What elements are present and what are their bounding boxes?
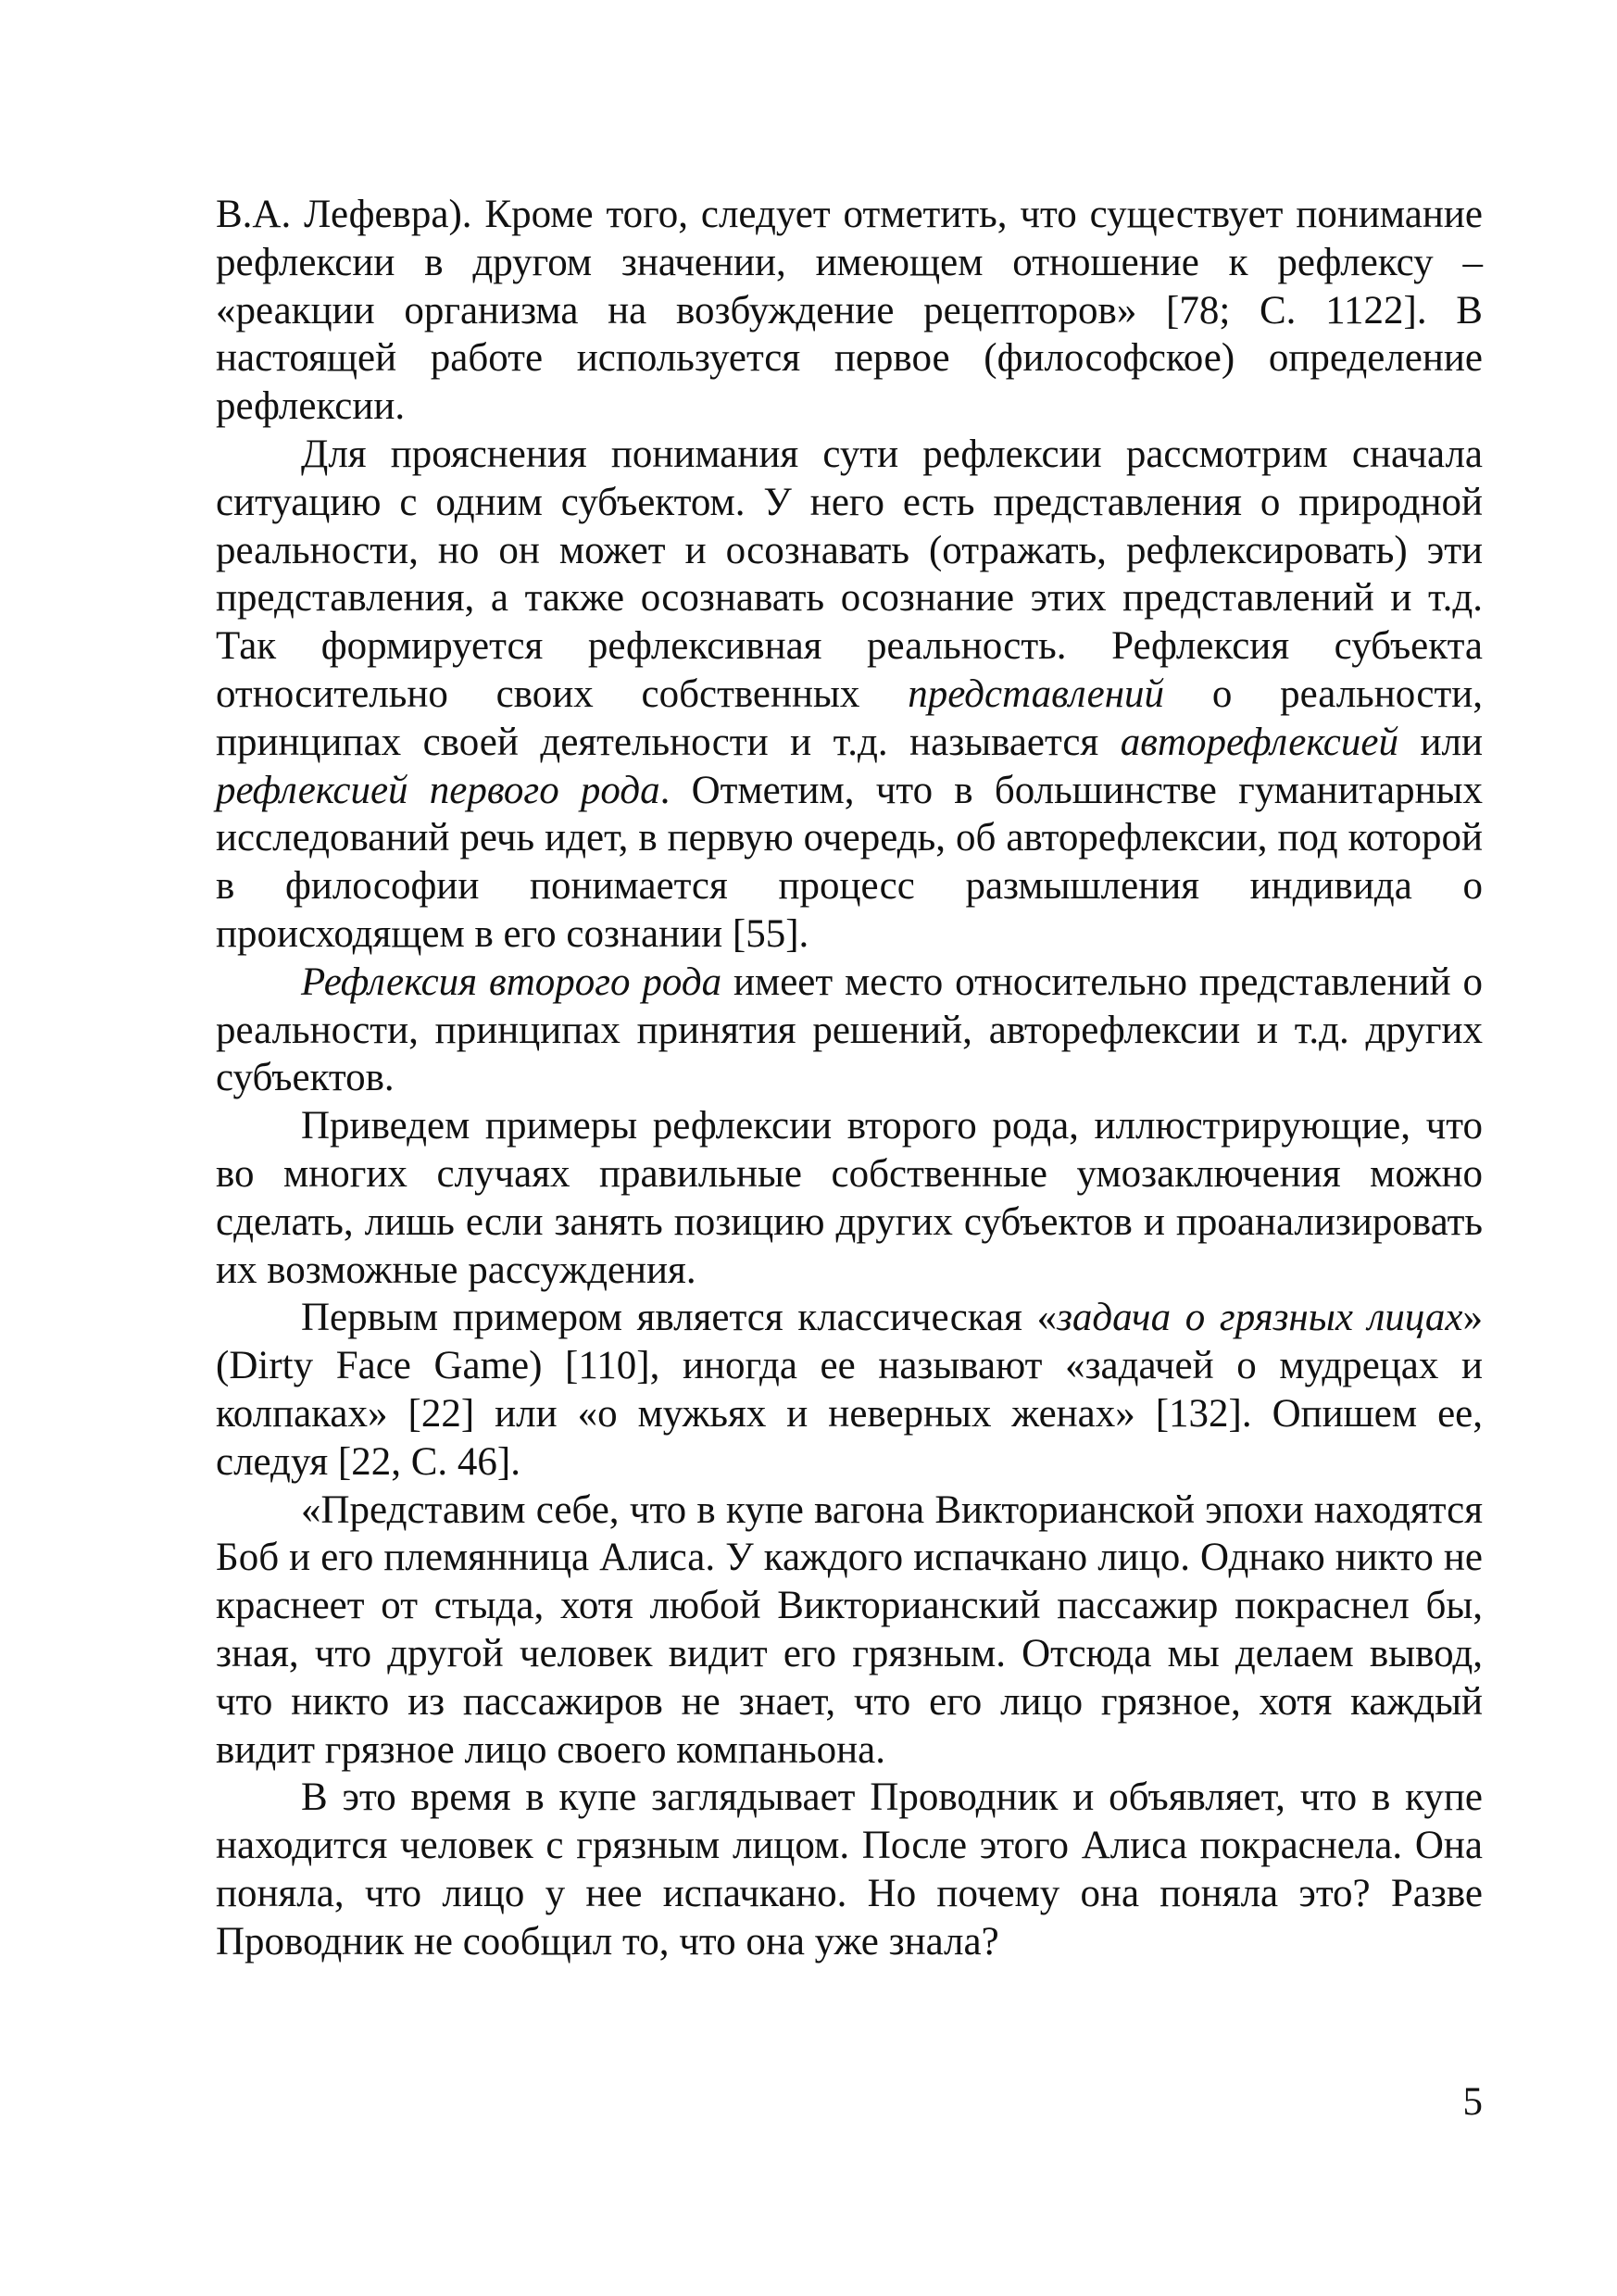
page-number: 5	[1462, 2080, 1483, 2124]
text-run: или	[1398, 720, 1483, 764]
italic-run: авторефлексией	[1120, 720, 1398, 764]
italic-run: Рефлексия второго рода	[301, 960, 722, 1004]
text-run: о реальности, принципах своей деятельности и т.д. называется	[216, 671, 1483, 764]
paragraph-7	[216, 1774, 1483, 1965]
italic-run: рефлексией первого рода	[216, 768, 660, 812]
text-run: » (Dirty Face Game) [110], иногда ее называют «задачей о мудрецах и колпаках» [22] или «о мужьях и неверных женах» [132]. Опишем ее, следуя [22, С. 46].	[216, 1296, 1483, 1484]
paragraph-4	[216, 1102, 1483, 1294]
text-run: Приведем примеры рефлексии второго рода, иллюстрирующие, что во многих случаях правильные собственные умозаключения можно сделать, лишь если занять позицию других субъектов и проанализировать их возможные рассуждения.	[216, 1104, 1483, 1292]
paragraph-2	[216, 431, 1483, 959]
paragraph-1	[216, 191, 1483, 431]
italic-run: задача о грязных лицах	[1057, 1296, 1463, 1340]
page-body	[216, 191, 1483, 1965]
paragraph-5	[216, 1294, 1483, 1486]
text-run: В.А. Лефевра). Кроме того, следует отметить, что существует понимание рефлексии в другом значении, имеющем отношение к рефлексу – «реакции организма на возбуждение рецепторов» [78; С. 1122]. В настоящей работе используется первое (философское) определение рефлексии.	[216, 193, 1483, 429]
text-run: имеет место относительно представлений о реальности, принципах принятия решений, авторефлексии и т.д. других субъектов.	[216, 960, 1483, 1100]
text-run: . Отметим, что в большинстве гуманитарных исследований речь идет, в первую очередь, об авторефлексии, под которой в философии понимается процесс размышления индивида о происходящем в его сознании [55].	[216, 768, 1483, 956]
paragraph-6	[216, 1487, 1483, 1775]
text-run: Первым примером является классическая «	[301, 1296, 1058, 1340]
text-run: Для прояснения понимания сути рефлексии рассмотрим сначала ситуацию с одним субъектом. У него есть представления о природной реальности, но он может и осознавать (отражать, рефлексировать) эти представления, а также осознавать осознание этих представлений и т.д. Так формируется рефлексивная реальность. Рефлексия субъекта относительно своих собственных	[216, 432, 1483, 716]
text-run: «Представим себе, что в купе вагона Викторианской эпохи находятся Боб и его племянница Алиса. У каждого испачкано лицо. Однако никто не краснеет от стыда, хотя любой Викторианский пассажир покраснел бы, зная, что другой человек видит его грязным. Отсюда мы делаем вывод, что никто из пассажиров не знает, что его лицо грязное, хотя каждый видит грязное лицо своего компаньона.	[216, 1487, 1483, 1772]
text-run: В это время в купе заглядывает Проводник и объявляет, что в купе находится человек с грязным лицом. После этого Алиса покраснела. Она поняла, что лицо у нее испачкано. Но почему она поняла это? Разве Проводник не сообщил то, что она уже знала?	[216, 1775, 1483, 1964]
paragraph-3	[216, 959, 1483, 1102]
italic-run: представлений	[908, 671, 1165, 716]
